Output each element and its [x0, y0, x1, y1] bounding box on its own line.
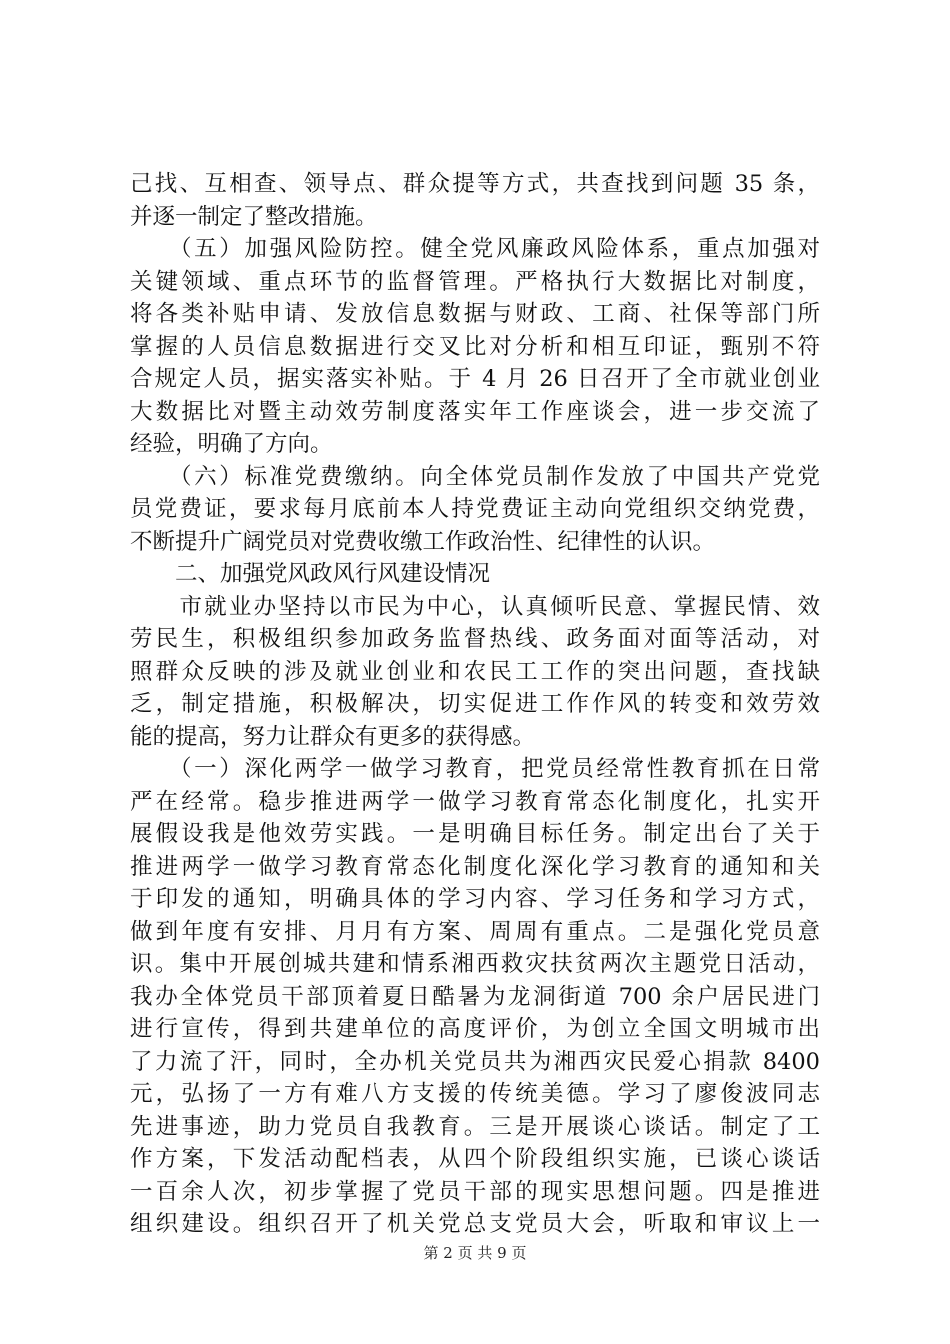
text-line: 严在经常。稳步推进两学一做学习教育常态化制度化，扎实开 — [130, 788, 820, 815]
text-line: 了力流了汗，同时，全办机关党员共为湘西灾民爱心捐款 8400 — [130, 1048, 820, 1075]
text-line: 一百余人次，初步掌握了党员干部的现实思想问题。四是推进 — [130, 1178, 820, 1205]
text-line: 我办全体党员干部顶着夏日酷暑为龙洞街道 700 余户居民进门 — [130, 983, 820, 1010]
text-line: 将各类补贴申请、发放信息数据与财政、工商、社保等部门所 — [130, 301, 820, 327]
text-line: （六）标准党费缴纳。向全体党员制作发放了中国共产党党 — [130, 463, 820, 490]
text-line: 经验，明确了方向。 — [130, 431, 333, 457]
text-line: 做到年度有安排、月月有方案、周周有重点。二是强化党员意 — [130, 918, 820, 945]
text-line: 员党费证，要求每月底前本人持党费证主动向党组织交纳党费， — [130, 496, 820, 522]
page-footer: 第 2 页 共 9 页 — [423, 1244, 527, 1262]
text-line: 关键领域、重点环节的监督管理。严格执行大数据比对制度， — [130, 268, 820, 295]
text-line: （一）深化两学一做学习教育，把党员经常性教育抓在日常 — [130, 756, 820, 782]
text-line: 合规定人员，据实落实补贴。于 4 月 26 日召开了全市就业创业 — [130, 366, 820, 392]
text-line: 二、加强党风政风行风建设情况 — [130, 561, 491, 587]
text-line: 照群众反映的涉及就业创业和农民工工作的突出问题，查找缺 — [130, 658, 820, 685]
text-line: 能的提高，努力让群众有更多的获得感。 — [130, 723, 536, 750]
text-line: 推进两学一做学习教育常态化制度化深化学习教育的通知和关 — [130, 853, 820, 880]
text-line: 大数据比对暨主动效劳制度落实年工作座谈会，进一步交流了 — [130, 398, 820, 425]
text-line: 并逐一制定了整改措施。 — [130, 203, 378, 230]
text-line: 识。集中开展创城共建和情系湘西救灾扶贫两次主题党日活动， — [130, 951, 820, 977]
text-line: 元，弘扬了一方有难八方支援的传统美德。学习了廖俊波同志 — [130, 1081, 820, 1107]
text-line: 市就业办坚持以市民为中心，认真倾听民意、掌握民情、效 — [130, 593, 820, 620]
text-line: 作方案，下发活动配档表，从四个阶段组织实施，已谈心谈话 — [130, 1146, 820, 1172]
text-line: 展假设我是他效劳实践。一是明确目标任务。制定出台了关于 — [130, 821, 820, 847]
text-line: 先进事迹，助力党员自我教育。三是开展谈心谈话。制定了工 — [130, 1113, 820, 1140]
text-line: 己找、互相查、领导点、群众提等方式，共查找到问题 35 条， — [130, 171, 820, 197]
document-body — [130, 168, 820, 1241]
text-line: （五）加强风险防控。健全党风廉政风险体系，重点加强对 — [130, 236, 820, 262]
text-line: 于印发的通知，明确具体的学习内容、学习任务和学习方式， — [130, 886, 820, 912]
text-line: 掌握的人员信息数据进行交叉比对分析和相互印证，甄别不符 — [130, 333, 820, 360]
text-line: 进行宣传，得到共建单位的高度评价，为创立全国文明城市出 — [130, 1016, 820, 1042]
text-line: 不断提升广阔党员对党费收缴工作政治性、纪律性的认识。 — [130, 528, 716, 555]
text-line: 组织建设。组织召开了机关党总支党员大会，听取和审议上一 — [130, 1211, 820, 1237]
text-line: 乏，制定措施，积极解决，切实促进工作作风的转变和效劳效 — [130, 691, 820, 717]
text-line: 劳民生，积极组织参加政务监督热线、政务面对面等活动，对 — [130, 626, 820, 652]
